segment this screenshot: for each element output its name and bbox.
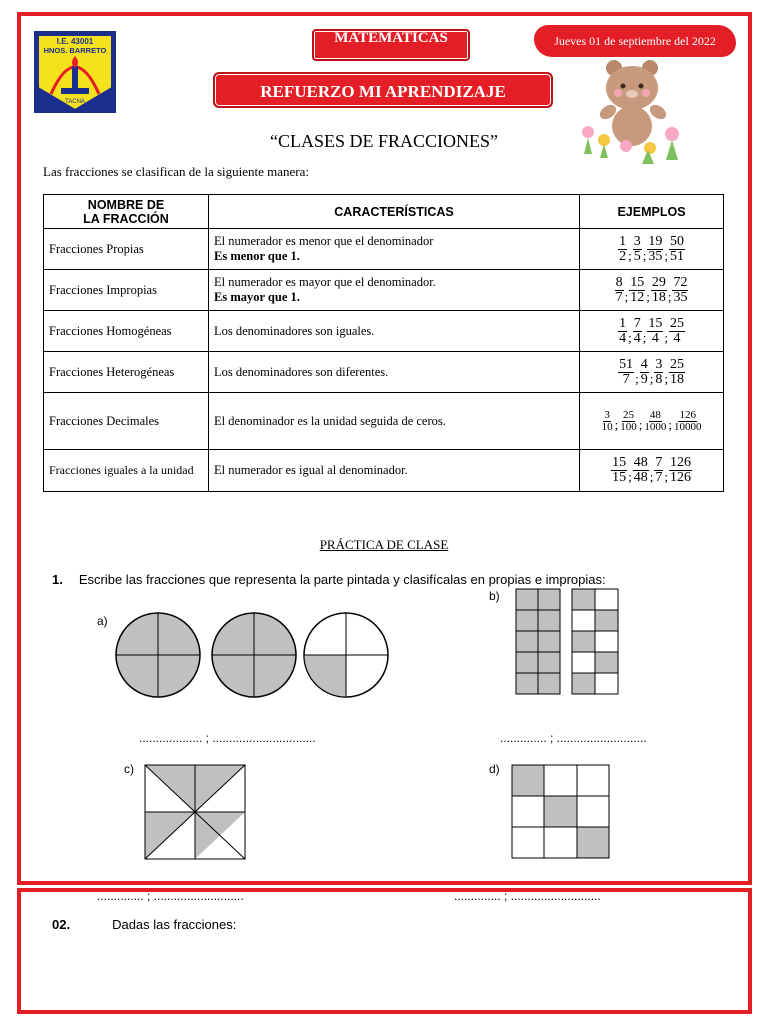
label-d: d) — [489, 762, 500, 776]
circle-3 — [304, 613, 388, 697]
fraction: $\frac{15}{15}$ — [612, 455, 627, 485]
fraction: $\frac{19}{35}$ — [648, 233, 663, 264]
fraction: $\frac{29}{18}$ — [651, 274, 666, 305]
table-row — [44, 450, 724, 492]
fraction-type-name: Fracciones Propias — [44, 229, 209, 270]
fraction-characteristic: El numerador es mayor que el denominador. Es mayor que 1. — [209, 270, 580, 311]
logo-text-3: TACNA — [65, 99, 85, 105]
table-row — [44, 352, 724, 393]
subject-banner: MATEMATICAS — [312, 29, 470, 61]
fraction: $\frac{51}{7}$ — [619, 356, 634, 387]
fraction-examples: $\frac{3}{10}$ ; $\frac{25}{100}$ ; $\frac{48}{1000}$ ; $\frac{126}{10000}$ — [580, 393, 724, 450]
fraction: $\frac{7}{4}$ — [633, 315, 641, 346]
fraction-type-name: Fracciones Impropias — [44, 270, 209, 311]
fraction: $\frac{15}{12}$ — [630, 274, 645, 305]
figure-b-grids — [515, 588, 621, 696]
school-logo — [33, 30, 117, 114]
header-characteristics: CARACTERÍSTICAS — [209, 195, 580, 229]
table-row — [44, 311, 724, 352]
fraction-type-name: Fracciones Decimales — [44, 393, 209, 450]
fraction: $\frac{4}{9}$ — [640, 356, 648, 387]
fraction: $\frac{3}{8}$ — [655, 356, 663, 387]
fraction: $\frac{1}{2}$ — [619, 233, 627, 264]
fraction-characteristic: Los denominadores son diferentes. — [209, 352, 580, 393]
fraction: $\frac{8}{7}$ — [615, 274, 623, 305]
table-row — [44, 229, 724, 270]
practice-title: PRÁCTICA DE CLASE — [319, 537, 449, 552]
fraction-type-name: Fracciones iguales a la unidad — [44, 450, 209, 492]
intro-text: Las fracciones se clasifican de la siguiente manera: — [43, 164, 310, 179]
fraction: $\frac{7}{7}$ — [655, 455, 663, 485]
label-a: a) — [97, 614, 108, 628]
fraction-characteristic: Los denominadores son iguales. — [209, 311, 580, 352]
fraction-characteristic: El denominador es la unidad seguida de ceros. — [209, 393, 580, 450]
question-2: 02. Dadas las fracciones: — [52, 917, 237, 932]
fraction: $\frac{48}{48}$ — [633, 455, 648, 485]
fraction: $\frac{1}{4}$ — [619, 315, 627, 346]
fraction-characteristic: El numerador es igual al denominador. — [209, 450, 580, 492]
fraction: $\frac{25}{4}$ — [669, 315, 684, 346]
figure-c-square — [143, 763, 247, 861]
fraction-examples: $\frac{51}{7}$ ; $\frac{4}{9}$ ; $\frac{3}{8}$ ; $\frac{25}{18}$ — [580, 352, 724, 393]
page-frame-bottom — [17, 888, 752, 1014]
fractions-table — [43, 194, 724, 492]
fraction-examples: $\frac{1}{2}$ ; $\frac{3}{5}$ ; $\frac{19}{35}$ ; $\frac{50}{51}$ — [580, 229, 724, 270]
fraction: $\frac{72}{35}$ — [673, 274, 688, 305]
answer-ab-right[interactable]: .............. ; ........................... — [500, 731, 647, 745]
reinforce-banner: REFUERZO MI APRENDIZAJE — [213, 72, 553, 108]
fraction-type-name: Fracciones Heterogéneas — [44, 352, 209, 393]
fraction-characteristic: El numerador es menor que el denominador Es menor que 1. — [209, 229, 580, 270]
date-badge: Jueves 01 de septiembre del 2022 — [534, 25, 736, 57]
fraction-examples: $\frac{8}{7}$ ; $\frac{15}{12}$ ; $\frac{29}{18}$ ; $\frac{72}{35}$ — [580, 270, 724, 311]
fraction: $\frac{25}{100}$ — [620, 408, 637, 433]
fraction-examples: $\frac{1}{4}$ ; $\frac{7}{4}$ ; $\frac{15}{4}$ ; $\frac{25}{4}$ — [580, 311, 724, 352]
header-name: NOMBRE DE LA FRACCIÓN — [44, 195, 209, 229]
fraction: $\frac{50}{51}$ — [669, 233, 684, 264]
table-row — [44, 270, 724, 311]
grid-b-right — [572, 589, 618, 694]
fraction: $\frac{126}{126}$ — [669, 455, 691, 485]
answer-ab-left[interactable]: ................... ; ............................... — [139, 731, 316, 745]
header-examples: EJEMPLOS — [580, 195, 724, 229]
label-c: c) — [124, 762, 134, 776]
page-title: “CLASES DE FRACCIONES” — [269, 131, 498, 151]
fraction: $\frac{25}{18}$ — [669, 356, 684, 387]
logo-text-2: HNOS. BARRETO — [43, 46, 107, 55]
figure-d-grid — [511, 764, 611, 860]
question-1: 1. Escribe las fracciones que representa la parte pintada y clasifícalas en propias e impropias: — [52, 572, 606, 587]
fraction: $\frac{3}{5}$ — [633, 233, 641, 264]
answer-cd-right[interactable]: .............. ; ........................... — [454, 889, 601, 903]
circle-1 — [116, 613, 200, 697]
fraction: $\frac{126}{10000}$ — [673, 408, 702, 433]
logo-text-1: I.E. 43001 — [56, 37, 94, 46]
figure-a-circles — [112, 612, 392, 698]
fraction-examples: $\frac{15}{15}$ ; $\frac{48}{48}$ ; $\frac{7}{7}$ ; $\frac{126}{126}$ — [580, 450, 724, 492]
table-row — [44, 393, 724, 450]
grid-b-left — [516, 589, 560, 694]
fraction: $\frac{3}{10}$ — [601, 408, 613, 433]
answer-cd-left[interactable]: .............. ; ........................... — [97, 889, 244, 903]
fraction: $\frac{48}{1000}$ — [644, 408, 667, 433]
circle-2 — [212, 613, 296, 697]
label-b: b) — [489, 589, 500, 603]
fraction-type-name: Fracciones Homogéneas — [44, 311, 209, 352]
fraction: $\frac{15}{4}$ — [648, 315, 663, 346]
